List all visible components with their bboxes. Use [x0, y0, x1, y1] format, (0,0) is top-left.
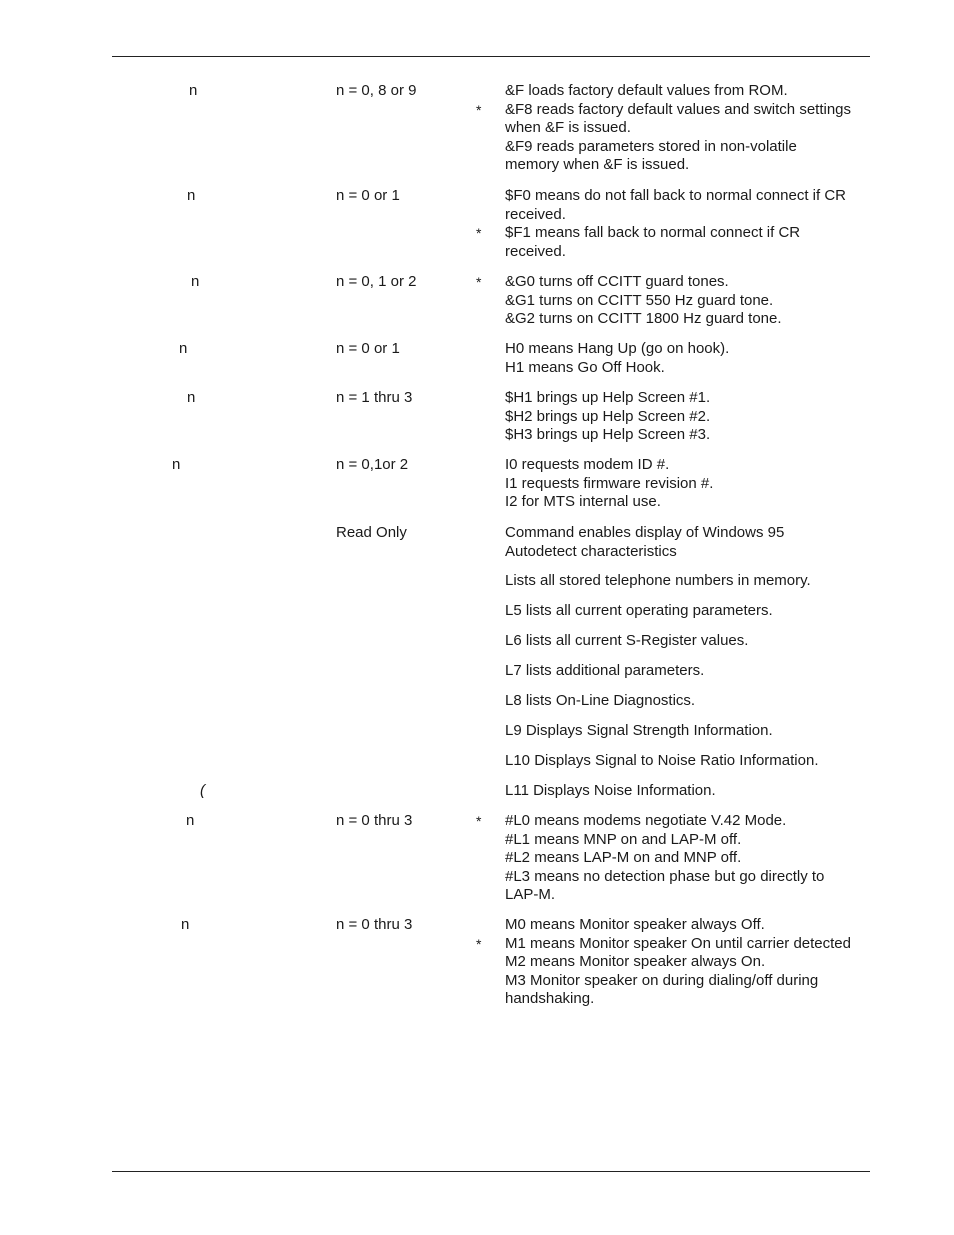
parameter-label: n	[186, 812, 195, 829]
value-range: n = 0 or 1	[336, 340, 400, 357]
value-range: n = 0,1or 2	[336, 456, 409, 473]
description-line: Command enables display of Windows 95	[505, 524, 785, 541]
value-range: Read Only	[336, 524, 407, 541]
description-line: L6 lists all current S-Register values.	[505, 632, 749, 649]
description	[505, 782, 877, 801]
description	[505, 722, 877, 741]
description	[505, 340, 877, 377]
description-line: &F8 reads factory default values and switch settings	[505, 100, 852, 118]
description-line: L10 Displays Signal to Noise Ratio Information.	[505, 752, 819, 769]
description-line: #L0 means modems negotiate V.42 Mode.	[505, 812, 787, 829]
default-marker: *	[476, 101, 482, 118]
parameter-label: n	[181, 916, 190, 933]
description	[505, 389, 877, 445]
description-line: M2 means Monitor speaker always On.	[505, 953, 766, 971]
description	[505, 602, 877, 621]
description	[505, 187, 877, 261]
parameter-label: n	[179, 340, 188, 357]
description-line: L9 Displays Signal Strength Information.	[505, 722, 773, 739]
parameter-label: n	[187, 389, 196, 406]
description-line: memory when &F is issued.	[505, 156, 690, 174]
value-range: n = 0, 1 or 2	[336, 273, 417, 290]
parameter-label: (	[200, 782, 205, 799]
description	[505, 572, 877, 591]
description-line: L11 Displays Noise Information.	[505, 782, 716, 799]
parameter-label: n	[172, 456, 181, 473]
footer-rule	[112, 1171, 870, 1172]
default-marker: *	[476, 935, 482, 952]
description-line: #L2 means LAP-M on and MNP off.	[505, 849, 742, 867]
description-line: M1 means Monitor speaker On until carrier detected	[505, 934, 851, 952]
description-line: L5 lists all current operating parameters.	[505, 602, 773, 619]
description	[505, 82, 877, 175]
description-line: $F0 means do not fall back to normal connect if CR	[505, 187, 847, 204]
default-marker: *	[476, 274, 482, 290]
parameter-label: n	[189, 82, 198, 99]
description-line: L7 lists additional parameters.	[505, 662, 705, 679]
description-line: I1 requests firmware revision #.	[505, 474, 714, 492]
description-line: &F loads factory default values from ROM.	[505, 82, 788, 99]
description-line: &G2 turns on CCITT 1800 Hz guard tone.	[505, 310, 782, 328]
default-marker: *	[476, 225, 482, 242]
value-range: n = 0, 8 or 9	[336, 82, 417, 99]
description-line: Lists all stored telephone numbers in memory.	[505, 572, 811, 589]
description	[505, 632, 877, 651]
description-line: LAP-M.	[505, 886, 556, 904]
description	[505, 692, 877, 711]
description-line: I0 requests modem ID #.	[505, 456, 670, 473]
value-range: n = 0 or 1	[336, 187, 400, 204]
description-line: $H3 brings up Help Screen #3.	[505, 426, 711, 444]
value-range: n = 0 thru 3	[336, 916, 413, 933]
description-line: $H2 brings up Help Screen #2.	[505, 407, 711, 425]
description-line: received.	[505, 242, 566, 260]
description-line: $F1 means fall back to normal connect if CR	[505, 224, 801, 242]
description-line: L8 lists On-Line Diagnostics.	[505, 692, 696, 709]
description-line: H0 means Hang Up (go on hook).	[505, 340, 730, 357]
parameter-label: n	[187, 187, 196, 204]
description-line: received.	[505, 205, 566, 223]
parameter-label: n	[191, 273, 200, 290]
default-marker: *	[476, 813, 482, 829]
header-rule	[112, 56, 870, 57]
description-line: Autodetect characteristics	[505, 542, 677, 560]
description	[505, 812, 877, 905]
description-line: M3 Monitor speaker on during dialing/off during	[505, 971, 819, 989]
description	[505, 662, 877, 681]
description-line: &G0 turns off CCITT guard tones.	[505, 273, 729, 290]
description-line: when &F is issued.	[505, 119, 631, 137]
value-range: n = 1 thru 3	[336, 389, 413, 406]
description	[505, 273, 877, 329]
description-line: I2 for MTS internal use.	[505, 493, 661, 511]
value-range: n = 0 thru 3	[336, 812, 413, 829]
description-line: M0 means Monitor speaker always Off.	[505, 916, 765, 933]
description-line: handshaking.	[505, 990, 595, 1008]
description-line: H1 means Go Off Hook.	[505, 358, 665, 376]
description	[505, 916, 877, 1009]
description-line: &F9 reads parameters stored in non-volatile	[505, 137, 797, 155]
description	[505, 456, 877, 512]
description	[505, 752, 877, 771]
description-line: #L3 means no detection phase but go directly to	[505, 867, 825, 885]
description-line: $H1 brings up Help Screen #1.	[505, 389, 711, 406]
description-line: #L1 means MNP on and LAP-M off.	[505, 830, 742, 848]
description	[505, 524, 877, 561]
description-line: &G1 turns on CCITT 550 Hz guard tone.	[505, 291, 774, 309]
